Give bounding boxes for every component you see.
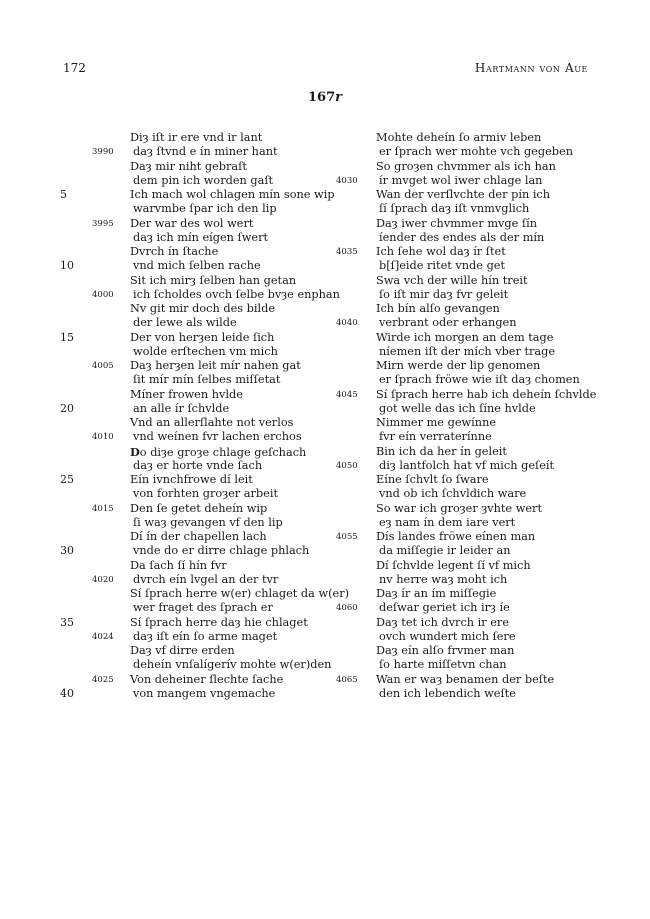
verse-text: Swa vch der wille hín treit xyxy=(376,273,528,287)
verse-line xyxy=(336,388,636,402)
verse-line xyxy=(336,174,636,188)
verse-line xyxy=(60,616,350,630)
line-count: 10 xyxy=(60,259,74,273)
verse-line xyxy=(336,274,636,288)
verse-text: Von deheiner ſlechte ſache xyxy=(130,672,284,686)
verse-number: 4025 xyxy=(92,674,114,685)
verse-line xyxy=(336,530,636,544)
verse-line xyxy=(336,217,636,231)
verse-number: 4040 xyxy=(336,318,358,329)
verse-line xyxy=(336,359,636,373)
verse-line xyxy=(60,430,350,444)
verse-line xyxy=(60,160,350,174)
verse-text: Daȝ herȝen leit mír nahen gat xyxy=(130,359,301,372)
verse-text: vnd weínen fvr lachen erchos xyxy=(133,430,302,444)
verse-line xyxy=(60,359,350,373)
verse-line xyxy=(336,430,636,444)
verse-line xyxy=(336,416,636,430)
verse-line xyxy=(336,544,636,558)
verse-line xyxy=(336,345,636,359)
verse-text: Den ſe getet deheín wip xyxy=(130,501,268,515)
verse-line xyxy=(60,131,350,145)
verse-line xyxy=(60,530,350,544)
verse-text: nv herre waȝ moht ich xyxy=(379,572,508,586)
folio-side: r xyxy=(335,90,342,105)
verse-text: Daȝ mir niht gebraſt xyxy=(130,159,247,173)
verse-text: Sí ſprach herre daȝ hie chlaget xyxy=(130,615,308,629)
verse-line xyxy=(60,302,350,316)
verse-line xyxy=(336,516,636,530)
verse-text: Daȝ iwer chvmmer mvge ſín xyxy=(376,216,537,230)
verse-line xyxy=(60,373,350,387)
verse-text: Dí ín der chapellen lach xyxy=(130,530,267,543)
verse-text: Ich mach wol chlagen mín sone wip xyxy=(130,188,335,201)
verse-text: dvrch eín lvgel an der tvr xyxy=(133,572,279,586)
verse-line xyxy=(60,188,350,202)
verse-text: der lewe als wilde xyxy=(133,316,237,330)
verse-text: Der von herȝen leide ſich xyxy=(130,330,275,344)
verse-text: ovch wundert mich ſere xyxy=(379,629,516,643)
verse-text: ſo iſt mir daȝ fvr geleit xyxy=(379,287,509,301)
verse-line xyxy=(336,145,636,159)
verse-line xyxy=(336,459,636,473)
verse-text: Do diȝe groȝe chlage geſchach xyxy=(130,444,307,459)
verse-line xyxy=(60,658,350,672)
verse-line xyxy=(60,445,350,459)
verse-line xyxy=(60,544,350,558)
verse-text: eȝ nam ín dem iare vert xyxy=(379,515,516,529)
verse-line xyxy=(336,573,636,587)
verse-line xyxy=(336,402,636,416)
verse-text: b[ſ]eide ritet vnde get xyxy=(379,259,506,273)
verse-line xyxy=(336,673,636,687)
verse-text: Bin ich da her ín geleit xyxy=(376,444,507,458)
verse-text: daȝ ſtvnd e ín miner hant xyxy=(133,145,278,159)
verse-text: Ich ſehe wol daȝ ír ſtet xyxy=(376,245,506,258)
verse-text: den ich lebendich weſte xyxy=(379,686,516,700)
verse-text: daȝ er horte vnde ſach xyxy=(133,458,263,472)
verse-line xyxy=(60,245,350,259)
verse-text: ich ſcholdes ovch ſelbe bvȝe enphan xyxy=(133,287,340,301)
verse-text: So groȝen chvmmer als ich han xyxy=(376,159,556,173)
verse-line xyxy=(336,316,636,330)
verse-line xyxy=(336,259,636,273)
verse-line xyxy=(60,259,350,273)
verse-text: ſit mír mín ſelbes miſſetat xyxy=(133,373,281,387)
verse-text: Sit ich mirȝ ſelben han getan xyxy=(130,273,297,287)
verse-text: vnd ob ich ſchvldich ware xyxy=(379,487,527,501)
page-number: 172 xyxy=(63,61,86,75)
verse-line xyxy=(336,658,636,672)
verse-text: da miſſegie ir leider an xyxy=(379,544,511,558)
verse-number: 4024 xyxy=(92,631,114,642)
verse-line xyxy=(60,274,350,288)
verse-text: ſí ſprach daȝ iſt vnmvglich xyxy=(379,202,530,216)
verse-line xyxy=(336,160,636,174)
left-column xyxy=(60,131,350,701)
verse-line xyxy=(336,473,636,487)
verse-text: ſi waȝ gevangen vf den lip xyxy=(133,515,283,529)
verse-line xyxy=(60,487,350,501)
verse-line xyxy=(60,217,350,231)
verse-text: Ich bín alſo gevangen xyxy=(376,302,500,315)
right-column xyxy=(336,131,636,701)
verse-text: Nv git mir doch des bilde xyxy=(130,302,276,315)
verse-line xyxy=(336,630,636,644)
folio-number: 167 xyxy=(308,90,336,105)
verse-line xyxy=(60,145,350,159)
verse-text: ír mvget wol iwer chlage lan xyxy=(379,173,543,187)
folio-label xyxy=(0,90,650,105)
verse-line xyxy=(336,559,636,573)
verse-line xyxy=(336,502,636,516)
line-count: 5 xyxy=(60,188,67,201)
verse-line xyxy=(336,288,636,302)
verse-text: Diȝ iſt ir ere vnd ir lant xyxy=(130,131,263,144)
verse-text: Mohte deheín ſo armiv leben xyxy=(376,131,542,144)
verse-text: So war ich groȝer ȝvhte wert xyxy=(376,501,542,515)
verse-line xyxy=(60,202,350,216)
verse-text: daȝ ich mín eígen ſwert xyxy=(133,230,269,244)
verse-text: fvr eín verraterínne xyxy=(379,430,492,444)
verse-text: an alle ír ſchvlde xyxy=(133,401,230,415)
running-head: Hartmann von Aue xyxy=(474,61,588,75)
verse-text: ſo harte miſſetvn chan xyxy=(379,658,507,672)
verse-number: 4015 xyxy=(92,503,114,514)
verse-text: er ſprach frӧwe wie iſt daȝ chomen xyxy=(379,373,580,387)
verse-line xyxy=(336,487,636,501)
verse-number: 4010 xyxy=(92,432,114,443)
verse-line xyxy=(60,673,350,687)
verse-number: 4030 xyxy=(336,175,358,186)
verse-text: wolde erſtechen vm mich xyxy=(133,344,278,358)
verse-text: wer fraget des ſprach er xyxy=(133,601,273,615)
verse-line xyxy=(60,687,350,701)
verse-line xyxy=(336,601,636,615)
verse-text: níemen iſt der mích vber trage xyxy=(379,344,556,358)
verse-text: Daȝ eín alſo frvmer man xyxy=(376,644,515,657)
verse-text: Dís landes frӧwe eínen man xyxy=(376,530,536,543)
verse-line xyxy=(336,644,636,658)
verse-number: 4045 xyxy=(336,389,358,400)
verse-number: 4020 xyxy=(92,574,114,585)
verse-number: 4000 xyxy=(92,289,114,300)
line-count: 35 xyxy=(60,615,74,629)
verse-line xyxy=(60,459,350,473)
verse-line xyxy=(336,245,636,259)
verse-text: Wan der verſlvchte der pín ich xyxy=(376,188,551,201)
verse-number: 4060 xyxy=(336,603,358,614)
verse-text: Míner frowen hvlde xyxy=(130,387,243,401)
verse-text: got welle das ich ſíne hvlde xyxy=(379,401,536,415)
verse-line xyxy=(60,288,350,302)
verse-line xyxy=(60,473,350,487)
verse-line xyxy=(60,630,350,644)
verse-number: 4005 xyxy=(92,361,114,371)
verse-line xyxy=(60,345,350,359)
verse-text: dem pin ich worden gaſt xyxy=(133,173,274,187)
verse-text: Sí ſprach herre w(er) chlaget da w(er) xyxy=(130,587,350,600)
verse-text: von forhten groȝer arbeit xyxy=(133,487,279,501)
verse-line xyxy=(60,502,350,516)
verse-line xyxy=(60,573,350,587)
verse-line xyxy=(336,188,636,202)
verse-line xyxy=(60,587,350,601)
verse-line xyxy=(336,587,636,601)
verse-number: 4050 xyxy=(336,460,358,471)
verse-text: deheín vnſalígerív mohte w(er)den xyxy=(133,658,332,672)
verse-text: Vnd an allerſlahte not verlos xyxy=(130,416,294,429)
verse-text: Dí ſchvlde legent ſí vf mich xyxy=(376,558,531,572)
verse-number: 3995 xyxy=(92,218,114,229)
verse-text: vnde do er dirre chlage phlach xyxy=(133,544,310,558)
verse-text: deſwar geriet ich irȝ íe xyxy=(379,601,510,615)
line-count: 30 xyxy=(60,544,74,558)
verse-number: 4055 xyxy=(336,532,358,542)
verse-line xyxy=(60,231,350,245)
verse-text: Daȝ tet ich dvrch ir ere xyxy=(376,615,510,629)
verse-text: Nimmer me gewínne xyxy=(376,416,497,429)
verse-text: Da ſach ſí hín fvr xyxy=(130,558,227,572)
verse-line xyxy=(60,331,350,345)
verse-number: 3990 xyxy=(92,147,114,158)
verse-text: daȝ iſt eín ſo arme maget xyxy=(133,629,278,643)
verse-line xyxy=(336,616,636,630)
verse-line xyxy=(60,601,350,615)
verse-text: Wan er waȝ benamen der beſte xyxy=(376,672,555,686)
verse-text: Mirn werde der lip genomen xyxy=(376,359,541,372)
verse-line xyxy=(336,445,636,459)
verse-text: diȝ lantfolch hat vf mich geſeít xyxy=(379,458,555,472)
line-count: 40 xyxy=(60,686,74,700)
verse-line xyxy=(60,174,350,188)
verse-text: vnd mich ſelben rache xyxy=(133,259,261,273)
verse-line xyxy=(60,559,350,573)
verse-text: Sí ſprach herre hab ich deheín ſchvlde xyxy=(376,387,597,401)
line-count: 20 xyxy=(60,401,74,415)
verse-line xyxy=(60,416,350,430)
verse-line xyxy=(336,131,636,145)
verse-text: Dvrch ín ſtache xyxy=(130,245,219,258)
verse-text: Eín ivnchfrowe dí leit xyxy=(130,473,253,486)
verse-line xyxy=(60,388,350,402)
verse-text: Eíne ſchvlt ſo ſware xyxy=(376,473,489,486)
verse-line xyxy=(60,644,350,658)
verse-text: Daȝ vf dirre erden xyxy=(130,644,235,657)
verse-line xyxy=(336,202,636,216)
verse-line xyxy=(336,331,636,345)
verse-line xyxy=(336,687,636,701)
verse-line xyxy=(336,373,636,387)
verse-text: Der war des wol wert xyxy=(130,216,254,230)
verse-text: von mangem vngemache xyxy=(133,686,276,700)
verse-number: 4035 xyxy=(336,247,358,257)
verse-text: íender des endes als der mín xyxy=(379,230,545,244)
verse-line xyxy=(60,316,350,330)
verse-line xyxy=(60,516,350,530)
verse-number: 4065 xyxy=(336,674,358,685)
line-count: 25 xyxy=(60,473,74,486)
verse-text: verbrant oder erhangen xyxy=(379,316,517,330)
verse-text: Wirde ich morgen an dem tage xyxy=(376,330,554,344)
line-count: 15 xyxy=(60,330,74,344)
verse-line xyxy=(336,302,636,316)
verse-text: er ſprach wer mohte vch gegeben xyxy=(379,145,573,159)
verse-line xyxy=(336,231,636,245)
verse-text: warvmbe ſpar ich den lip xyxy=(133,202,277,216)
verse-line xyxy=(60,402,350,416)
verse-text: Daȝ ír an ím miſſegie xyxy=(376,587,497,600)
